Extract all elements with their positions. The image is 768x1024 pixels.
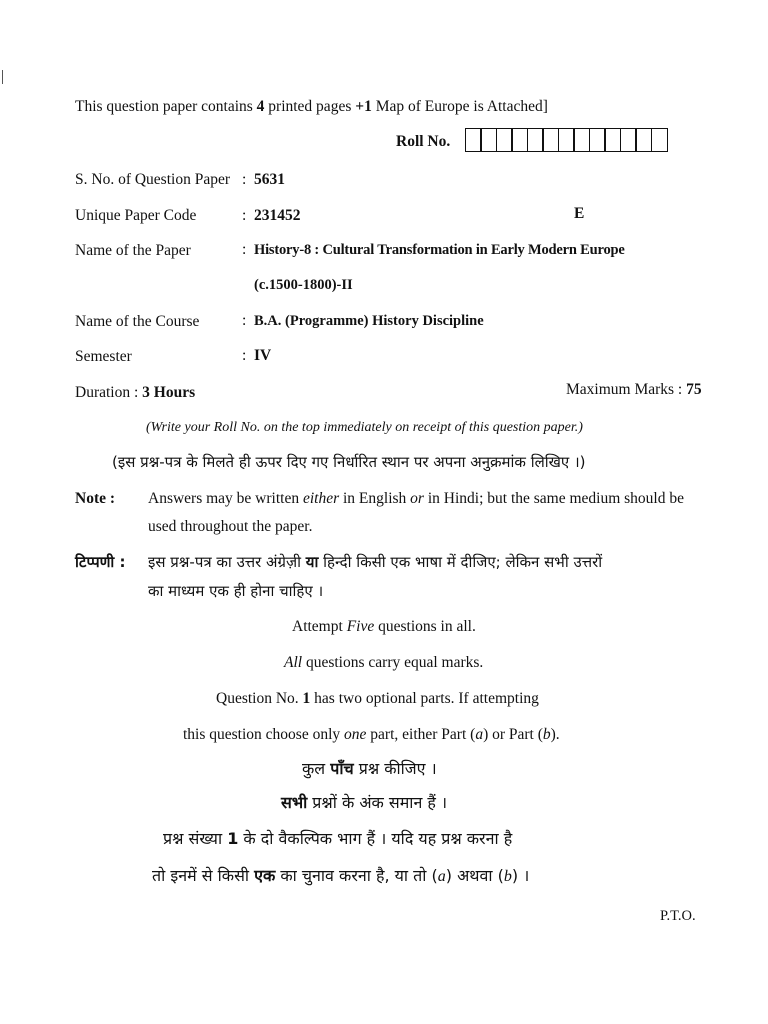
roll-no-boxes[interactable] bbox=[466, 128, 668, 152]
q1-one: one bbox=[344, 726, 367, 743]
attempt-text: questions in all. bbox=[374, 618, 476, 635]
attempt-five: Five bbox=[346, 618, 375, 635]
roll-no-box[interactable] bbox=[573, 128, 590, 152]
roll-no-box[interactable] bbox=[542, 128, 559, 152]
detail-value-semester: IV bbox=[254, 347, 272, 364]
q1-text: has two optional parts. If attempting bbox=[310, 690, 539, 707]
equal-all: All bbox=[284, 654, 303, 671]
roll-no-box[interactable] bbox=[558, 128, 575, 152]
hindi-text: कुल bbox=[302, 759, 331, 778]
detail-label-upc: Unique Paper Code bbox=[75, 207, 197, 224]
note-text: in English bbox=[339, 490, 411, 507]
max-marks-value: 75 bbox=[686, 381, 702, 398]
detail-label-course: Name of the Course bbox=[75, 313, 200, 330]
roll-no-box[interactable] bbox=[651, 128, 668, 152]
pages-note-mid: printed pages bbox=[264, 98, 356, 115]
note-label: Note : bbox=[75, 490, 116, 507]
hindi-text: ) अथवा ( bbox=[445, 866, 504, 885]
max-marks-label: Maximum Marks : bbox=[566, 381, 687, 398]
roll-no-box[interactable] bbox=[496, 128, 513, 152]
hindi-text: प्रश्न संख्या bbox=[163, 829, 228, 848]
detail-value-sno: 5631 bbox=[254, 171, 285, 188]
detail-value-paper-cont: (c.1500-1800)-II bbox=[254, 277, 353, 293]
roll-no-label: Roll No. bbox=[396, 133, 451, 150]
detail-colon: : bbox=[242, 171, 247, 188]
note-line-2: used throughout the paper. bbox=[148, 518, 313, 535]
medium-code: E bbox=[574, 205, 585, 222]
detail-label-semester: Semester bbox=[75, 348, 132, 365]
q1-text: ) or Part ( bbox=[483, 726, 543, 743]
hindi-bold: सभी bbox=[281, 793, 308, 812]
detail-colon: : bbox=[242, 241, 247, 258]
q1-text: Question No. bbox=[216, 690, 303, 707]
note-text: Answers may be written bbox=[148, 490, 303, 507]
q1-instruction-line-2 bbox=[183, 725, 560, 745]
hindi-text: तो इनमें से किसी bbox=[152, 866, 255, 885]
q1-number: 1 bbox=[302, 690, 311, 707]
duration-value: 3 Hours bbox=[142, 384, 196, 401]
hindi-q1-line-2 bbox=[152, 866, 529, 887]
roll-no-box[interactable] bbox=[635, 128, 652, 152]
hindi-text: के दो वैकल्पिक भाग हैं । यदि यह प्रश्न करना है bbox=[238, 829, 513, 848]
hindi-part-a: a bbox=[437, 868, 446, 885]
equal-text: questions carry equal marks. bbox=[302, 654, 484, 671]
duration-label: Duration : bbox=[75, 384, 143, 401]
roll-no-box[interactable] bbox=[604, 128, 621, 152]
tippani-line-1 bbox=[148, 552, 602, 572]
roll-no-box[interactable] bbox=[480, 128, 497, 152]
detail-label-sno: S. No. of Question Paper bbox=[75, 171, 230, 188]
hindi-text: प्रश्न कीजिए । bbox=[353, 759, 437, 778]
detail-value-paper: History-8 : Cultural Transformation in Early Modern Europe bbox=[254, 242, 625, 258]
map-note: Map of Europe is Attached] bbox=[371, 98, 548, 115]
note-line-1 bbox=[148, 489, 684, 509]
duration bbox=[75, 383, 195, 403]
detail-colon: : bbox=[242, 207, 247, 224]
tippani-label: टिप्पणी : bbox=[75, 553, 126, 571]
q1-text: ). bbox=[550, 726, 560, 743]
hindi-bold: एक bbox=[254, 866, 276, 885]
attempt-text: Attempt bbox=[292, 618, 347, 635]
roll-no-box[interactable] bbox=[465, 128, 482, 152]
note-text: in Hindi; but the same medium should be bbox=[423, 490, 684, 507]
roll-no-box[interactable] bbox=[589, 128, 606, 152]
pto-label: P.T.O. bbox=[660, 908, 696, 924]
tippani-text: इस प्रश्न-पत्र का उत्तर अंग्रेज़ी bbox=[148, 553, 306, 571]
pages-count: 4 bbox=[256, 98, 265, 115]
q1-part-b: b bbox=[542, 726, 551, 743]
hindi-text: ) । bbox=[511, 866, 530, 885]
q1-text: this question choose only bbox=[183, 726, 345, 743]
hindi-text: प्रश्नों के अंक समान हैं । bbox=[307, 793, 448, 812]
pages-note bbox=[75, 97, 548, 117]
q1-instruction-line-1 bbox=[216, 689, 539, 709]
note-either: either bbox=[302, 490, 340, 507]
equal-marks-instruction bbox=[284, 653, 483, 673]
hindi-text: का चुनाव करना है, या तो ( bbox=[275, 866, 438, 885]
hindi-q1-line-1 bbox=[163, 829, 512, 849]
max-marks bbox=[566, 380, 702, 400]
tippani-line-2: का माध्यम एक ही होना चाहिए । bbox=[148, 582, 324, 600]
tippani-ya: या bbox=[305, 553, 319, 571]
hindi-part-b: b bbox=[503, 868, 512, 885]
note-or: or bbox=[410, 490, 424, 507]
attempt-instruction bbox=[292, 617, 476, 637]
q1-text: part, either Part ( bbox=[366, 726, 476, 743]
roll-no-box[interactable] bbox=[511, 128, 528, 152]
detail-colon: : bbox=[242, 347, 247, 364]
hindi-bold: 1 bbox=[227, 829, 239, 848]
detail-colon: : bbox=[242, 312, 247, 329]
scan-edge-mark bbox=[2, 70, 3, 84]
hindi-kul-instruction bbox=[302, 759, 437, 779]
tippani-text: हिन्दी किसी एक भाषा में दीजिए; लेकिन सभी उत्तरों bbox=[318, 553, 603, 571]
pages-note-prefix: This question paper contains bbox=[75, 98, 257, 115]
hindi-bold: पाँच bbox=[330, 759, 354, 778]
roll-no-box[interactable] bbox=[620, 128, 637, 152]
detail-value-upc: 231452 bbox=[254, 207, 301, 224]
roll-no-box[interactable] bbox=[527, 128, 544, 152]
roll-instruction-hi: (इस प्रश्न-पत्र के मिलते ही ऊपर दिए गए निर्धारित स्थान पर अपना अनुक्रमांक लिखिए ।) bbox=[112, 453, 586, 471]
q1-part-a: a bbox=[475, 726, 484, 743]
map-plus: +1 bbox=[355, 98, 372, 115]
roll-instruction-en: (Write your Roll No. on the top immediately on receipt of this question paper.) bbox=[146, 420, 583, 435]
detail-label-paper: Name of the Paper bbox=[75, 242, 191, 259]
hindi-sabhi-instruction bbox=[281, 793, 447, 813]
detail-value-course: B.A. (Programme) History Discipline bbox=[254, 313, 484, 329]
